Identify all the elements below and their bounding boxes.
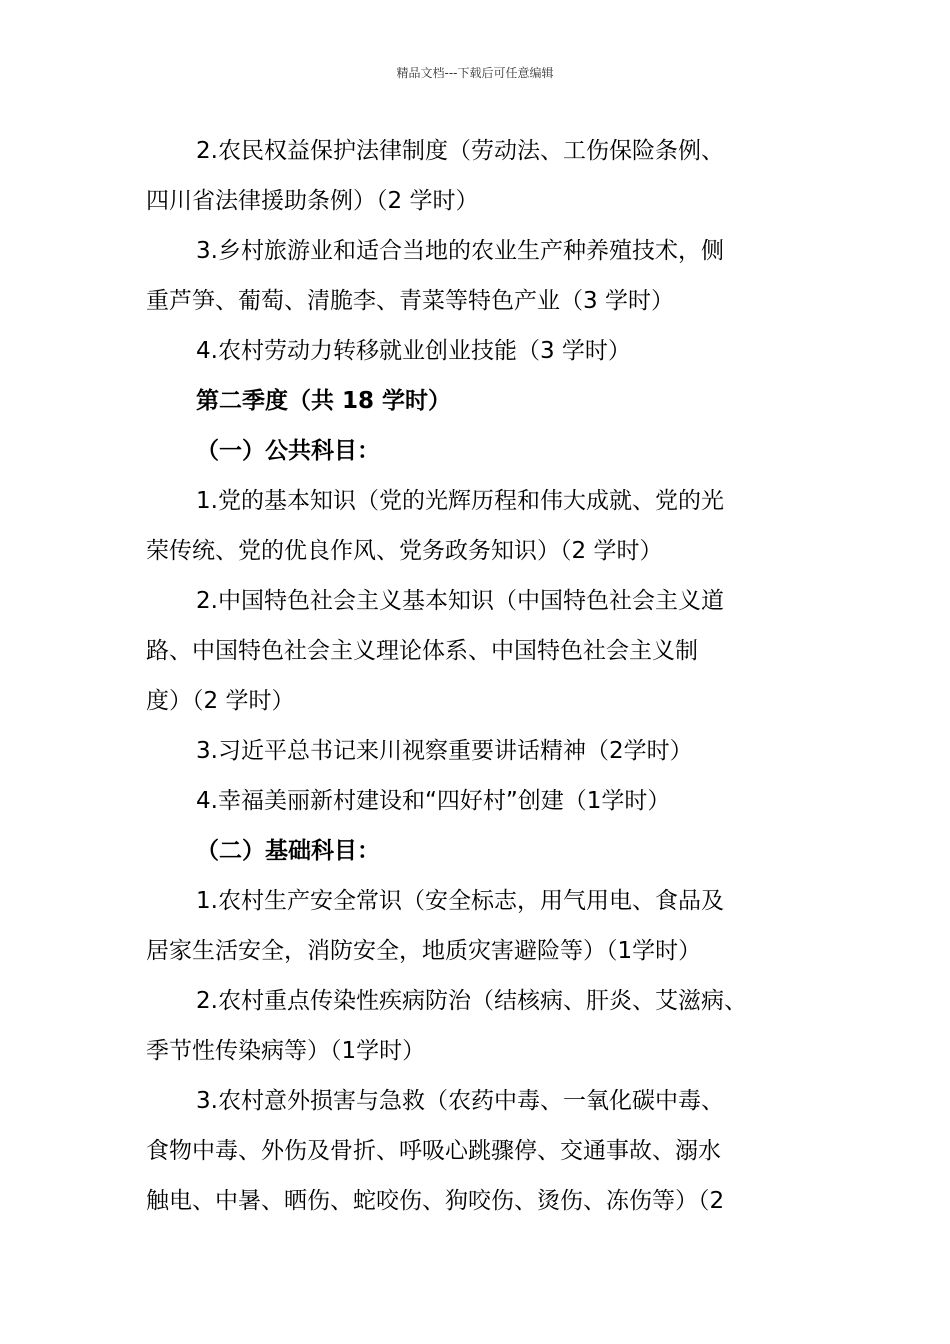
paragraph-line: 3.习近平总书记来川视察重要讲话精神（2学时） bbox=[196, 738, 693, 764]
paragraph-line: 食物中毒、外伤及骨折、呼吸心跳骤停、交通事故、溺水 bbox=[146, 1138, 721, 1164]
section-heading: 第二季度（共 18 学时） bbox=[196, 388, 452, 414]
paragraph-line: 季节性传染病等）（1学时） bbox=[146, 1038, 426, 1064]
paragraph-line: 度）（2 学时） bbox=[146, 688, 295, 714]
subsection-heading: （一）公共科目： bbox=[196, 438, 380, 464]
paragraph-line: 1.党的基本知识（党的光辉历程和伟大成就、党的光 bbox=[196, 488, 724, 514]
paragraph-line: 四川省法律援助条例）（2 学时） bbox=[146, 188, 479, 214]
paragraph-line: 1.农村生产安全常识（安全标志，用气用电、食品及 bbox=[196, 888, 724, 914]
paragraph-line: 荣传统、党的优良作风、党务政务知识）（2 学时） bbox=[146, 538, 663, 564]
paragraph-line: 4.幸福美丽新村建设和“四好村”创建（1学时） bbox=[196, 788, 671, 814]
paragraph-line: 路、中国特色社会主义理论体系、中国特色社会主义制 bbox=[146, 638, 698, 664]
paragraph-line: 2.农村重点传染性疾病防治（结核病、肝炎、艾滋病、 bbox=[196, 988, 747, 1014]
paragraph-line: 3.乡村旅游业和适合当地的农业生产种养殖技术，侧 bbox=[196, 238, 724, 264]
paragraph-line: 触电、中暑、晒伤、蛇咬伤、狗咬伤、烫伤、冻伤等）（2 bbox=[146, 1188, 725, 1214]
page-header: 精品文档---下载后可任意编辑 bbox=[396, 66, 554, 80]
paragraph-line: 居家生活安全，消防安全，地质灾害避险等）（1学时） bbox=[146, 938, 702, 964]
paragraph-line: 4.农村劳动力转移就业创业技能（3 学时） bbox=[196, 338, 631, 364]
subsection-heading: （二）基础科目： bbox=[196, 838, 380, 864]
paragraph-line: 3.农村意外损害与急救（农药中毒、一氧化碳中毒、 bbox=[196, 1088, 724, 1114]
paragraph-line: 2.农民权益保护法律制度（劳动法、工伤保险条例、 bbox=[196, 138, 724, 164]
paragraph-line: 2.中国特色社会主义基本知识（中国特色社会主义道 bbox=[196, 588, 724, 614]
paragraph-line: 重芦笋、葡萄、清脆李、青菜等特色产业（3 学时） bbox=[146, 288, 674, 314]
document-body bbox=[146, 126, 826, 1226]
